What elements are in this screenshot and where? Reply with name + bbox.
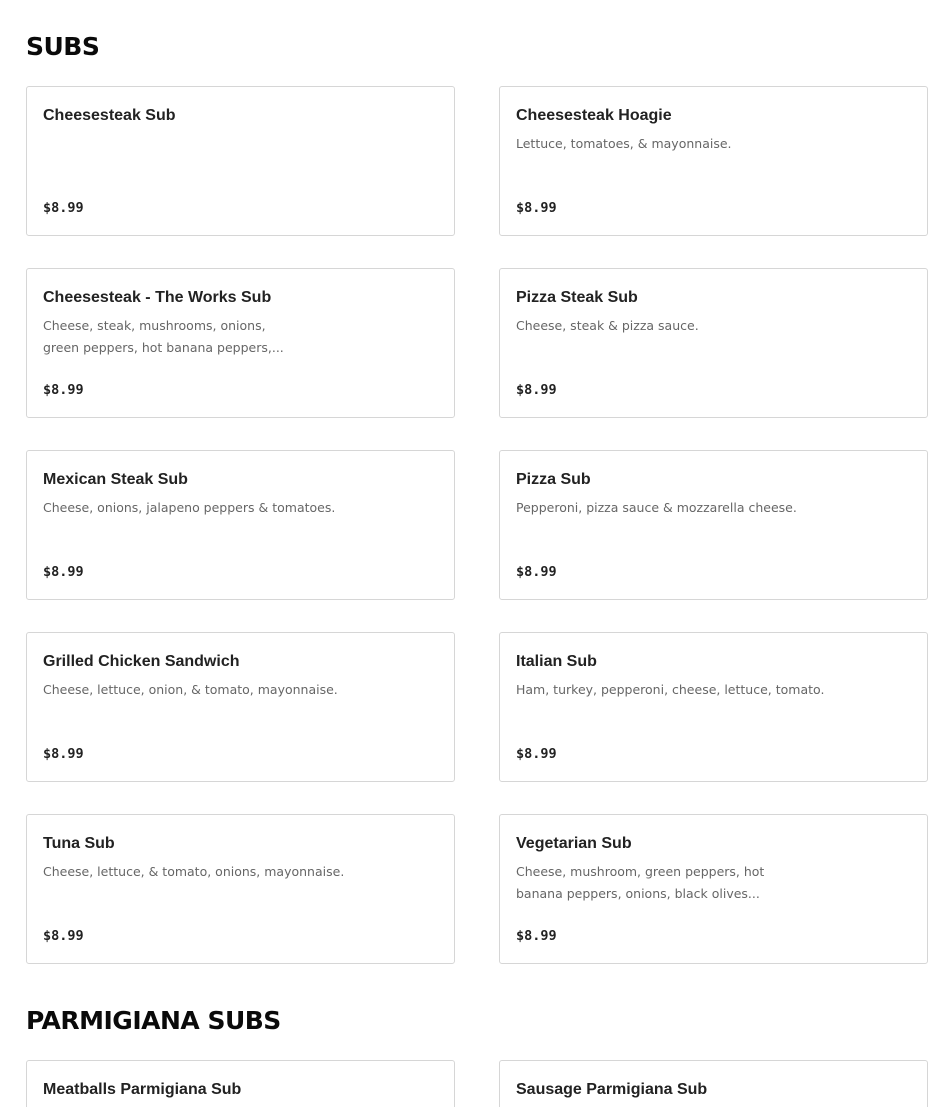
menu-item-price: $8.99 bbox=[516, 928, 557, 944]
menu-item-description: Cheese, mushroom, green peppers, hot banana peppers, onions, black olives... bbox=[516, 864, 765, 901]
menu-item-price: $8.99 bbox=[516, 746, 557, 762]
menu-item-name: Mexican Steak Sub bbox=[43, 471, 188, 488]
menu-item-description: Cheese, lettuce, & tomato, onions, mayonnaise. bbox=[43, 864, 345, 879]
menu-item-price: $8.99 bbox=[516, 564, 557, 580]
menu-item-name: Sausage Parmigiana Sub bbox=[516, 1081, 708, 1098]
menu-item-card[interactable] bbox=[26, 632, 455, 782]
menu-item-name: Cheesesteak - The Works Sub bbox=[43, 289, 272, 306]
menu-item-description: Cheese, lettuce, onion, & tomato, mayonnaise. bbox=[43, 682, 338, 697]
menu-item-description: Pepperoni, pizza sauce & mozzarella cheese. bbox=[516, 500, 797, 515]
menu-item-name: Cheesesteak Hoagie bbox=[516, 107, 672, 124]
menu-item-price: $8.99 bbox=[43, 746, 84, 762]
menu-item-card[interactable] bbox=[499, 450, 928, 600]
menu-item-card[interactable] bbox=[26, 450, 455, 600]
menu-item-price: $8.99 bbox=[516, 382, 557, 398]
menu-item-card[interactable] bbox=[499, 268, 928, 418]
menu-item-card[interactable] bbox=[499, 632, 928, 782]
menu-item-card[interactable] bbox=[499, 814, 928, 964]
menu-item-name: Meatballs Parmigiana Sub bbox=[43, 1081, 242, 1098]
menu-item-description: Cheese, steak, mushrooms, onions, green peppers, hot banana peppers,... bbox=[43, 318, 284, 355]
subs-grid bbox=[26, 86, 928, 964]
menu-item-description: Cheese, steak & pizza sauce. bbox=[516, 318, 699, 333]
menu-item-price: $8.99 bbox=[516, 200, 557, 216]
menu-item-card[interactable] bbox=[26, 86, 455, 236]
menu-item-description: Cheese, onions, jalapeno peppers & tomatoes. bbox=[43, 500, 336, 515]
menu-item-description: Lettuce, tomatoes, & mayonnaise. bbox=[516, 136, 732, 151]
menu-item-name: Grilled Chicken Sandwich bbox=[43, 653, 240, 670]
menu-item-name: Pizza Sub bbox=[516, 471, 591, 488]
menu-item-name: Tuna Sub bbox=[43, 835, 115, 852]
section-title-parmigiana-subs: PARMIGIANA SUBS bbox=[26, 1006, 281, 1035]
menu-item-card[interactable] bbox=[26, 1060, 455, 1107]
menu-item-price: $8.99 bbox=[43, 200, 84, 216]
menu-item-name: Cheesesteak Sub bbox=[43, 107, 176, 124]
menu-item-card[interactable] bbox=[499, 86, 928, 236]
menu-item-price: $8.99 bbox=[43, 382, 84, 398]
menu-item-card[interactable] bbox=[26, 814, 455, 964]
menu-item-name: Italian Sub bbox=[516, 653, 597, 670]
section-title-subs: SUBS bbox=[26, 32, 100, 61]
menu-item-card[interactable] bbox=[26, 268, 455, 418]
menu-item-name: Pizza Steak Sub bbox=[516, 289, 638, 306]
menu-item-price: $8.99 bbox=[43, 928, 84, 944]
menu-item-price: $8.99 bbox=[43, 564, 84, 580]
menu-item-name: Vegetarian Sub bbox=[516, 835, 632, 852]
menu-item-card[interactable] bbox=[499, 1060, 928, 1107]
menu-item-description: Ham, turkey, pepperoni, cheese, lettuce, tomato. bbox=[516, 682, 825, 697]
parmigiana-subs-grid bbox=[26, 1060, 928, 1107]
